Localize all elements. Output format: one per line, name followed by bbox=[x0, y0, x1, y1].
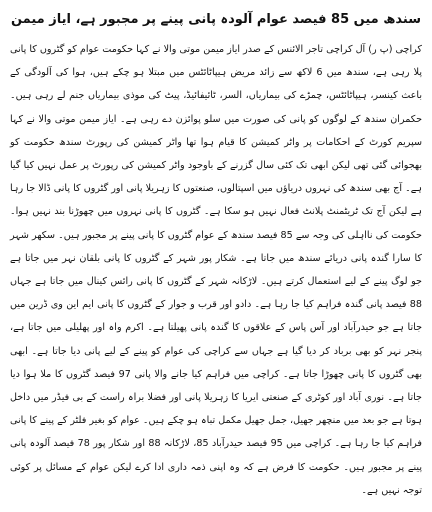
article-headline: سندھ میں 85 فیصد عوام آلودہ پانی پینے پر مجبور ہے، ایاز میمن bbox=[10, 12, 422, 27]
article-body: کراچی (پ ر) آل کراچی تاجر الائنس کے صدر ایاز میمن موتی والا نے کہا حکومت عوام کو گٹروں کا پانی پلا رہی ہے، سندھ میں 6 لاکھ سے زائد مریض ہیپاٹائٹس میں مبتلا ہو چکے ہیں، ہوا کی آلودگی کے باعث کینسر، ہیپاٹائٹس، چمڑے کی بیماریاں، السر، ٹائیفائیڈ، پیٹ کی موذی بیماریاں جنم لے رہی ہیں۔ حکمران سندھ کے لوگوں کو پانی کی صورت میں سلو پوائزن دے رہی ہے۔ ایاز میمن موتی والا نے کہا سپریم کورٹ کے احکامات پر واٹر کمیشن کا قیام ہوا تھا واٹر کمیشن کی رپورٹ سندھ حکومت کو بھجوائی گئی تھی لیکن ابھی تک کئی سال گزرنے کے باوجود واٹر کمیشن کی رپورٹ پر عمل نہیں کیا گیا ہے۔ آج بھی سندھ کی نہروں دریاؤں میں اسپتالوں، صنعتوں کا زہریلا پانی اور گٹروں کا پانی ڈالا جا رہا ہے لیکن آج تک ٹریٹمنٹ پلانٹ فعال نہیں ہو سکا ہے۔ گٹروں کا پانی نہروں میں چھوڑنا بند نہیں ہوا۔ حکومت کی نااہلی کی وجہ سے 85 فیصد سندھ کے عوام گٹروں کا پانی پینے پر مجبور ہیں۔ سکھر شہر کا سارا گندہ پانی دریائے سندھ میں جاتا ہے۔ شکار پور شہر کے گٹروں کا پانی بلقان نہر میں جاتا ہے جو لوگ پینے کے لیے استعمال کرتے ہیں۔ لاڑکانہ شہر کے گٹروں کا پانی رائس کینال میں جاتا ہے جہاں 88 فیصد پانی گندہ فراہم کیا جا رہا ہے۔ دادو اور قرب و جوار کے گٹروں کا پانی ایم این وی ڈرین میں جاتا ہے جو حیدرآباد اور آس پاس کے علاقوں کا گندہ پانی پھیلتا ہے۔ اکرم واہ اور پھلیلی میں جاتا ہے، پنجر نہر کو بھی برباد کر دیا گیا ہے جہاں سے کراچی کی عوام کو پینے کے لیے پانی دیا جاتا ہے۔ ابھی بھی گٹروں کا پانی چھوڑا جاتا ہے۔ کراچی میں فراہم کیا جانے والا پانی 97 فیصد گٹروں کا ملا ہوا دیا جاتا ہے۔ نوری آباد اور کوٹری کے صنعتی ایریا کا زہریلا پانی اور فضلا براہ راست کے بی فیڈر میں داخل ہوتا ہے جو بعد میں منچھر جھیل، جمل جھیل مکمل تباہ ہو چکے ہیں۔ عوام کو بغیر فلٹر کے پینے کا پانی فراہم کیا جا رہا ہے۔ کراچی میں 95 فیصد حیدرآباد 85، لاڑکانہ 88 اور شکار پور 78 فیصد آلودہ پانی پینے پر مجبور ہیں۔ حکومت کا فرض ہے کہ وہ اپنی ذمہ داری ادا کرے لیکن عوام کے مسائل پر کوئی توجہ نہیں ہے۔ bbox=[10, 44, 422, 496]
